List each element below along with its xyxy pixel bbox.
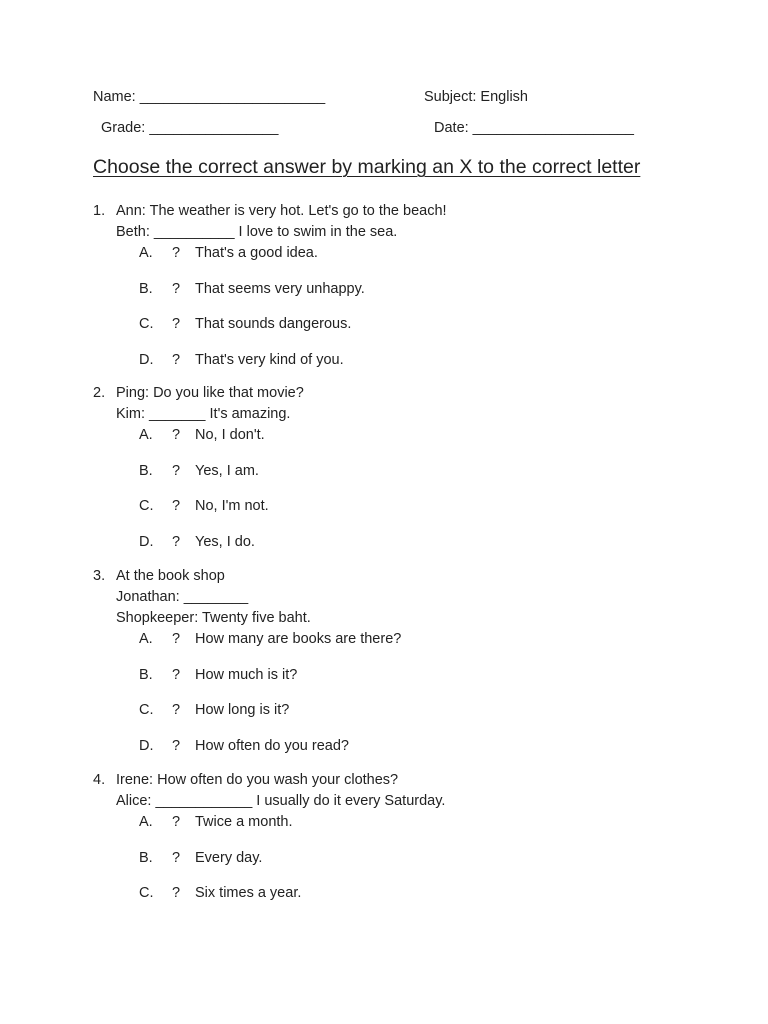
option-letter: A.: [139, 245, 153, 261]
answer-option[interactable]: [93, 279, 447, 315]
option-letter: D.: [139, 533, 154, 550]
option-letter: A.: [139, 814, 153, 830]
answer-option[interactable]: [93, 532, 304, 568]
question-line: [93, 566, 401, 587]
option-letter: C.: [139, 702, 154, 718]
question-text: Ann: The weather is very hot. Let's go to the beach!: [116, 203, 447, 219]
answer-checkbox[interactable]: ?: [172, 737, 181, 754]
option-text: Six times a year.: [195, 885, 302, 901]
answer-checkbox[interactable]: ?: [172, 316, 181, 332]
option-text: Every day.: [195, 849, 263, 866]
answer-option[interactable]: [93, 848, 445, 884]
option-text: How many are books are there?: [195, 631, 402, 647]
question-text: Shopkeeper: Twenty five baht.: [116, 610, 311, 626]
option-letter: B.: [139, 849, 153, 866]
answer-checkbox[interactable]: ?: [172, 666, 181, 683]
answer-option[interactable]: [93, 700, 401, 736]
question-number: 1.: [93, 203, 106, 219]
answer-checkbox[interactable]: ?: [172, 462, 181, 479]
option-text: That seems very unhappy.: [195, 280, 365, 297]
question-line: [93, 383, 304, 404]
option-text: How much is it?: [195, 666, 298, 683]
grade-field-label: Grade: ________________: [101, 120, 279, 136]
question-text: Beth: __________ I love to swim in the sea.: [116, 224, 398, 240]
question-text: Jonathan: ________: [116, 589, 249, 605]
answer-checkbox[interactable]: ?: [172, 702, 181, 718]
option-text: Yes, I do.: [195, 533, 255, 550]
answer-checkbox[interactable]: ?: [172, 280, 181, 297]
option-letter: C.: [139, 885, 154, 901]
answer-checkbox[interactable]: ?: [172, 351, 181, 368]
option-text: No, I don't.: [195, 427, 265, 443]
answer-checkbox[interactable]: ?: [172, 245, 181, 261]
answer-option[interactable]: [93, 461, 304, 497]
option-letter: B.: [139, 462, 153, 479]
answer-option[interactable]: [93, 496, 304, 532]
option-text: Yes, I am.: [195, 462, 259, 479]
answer-option[interactable]: [93, 350, 447, 386]
date-field-label: Date: ____________________: [434, 120, 634, 136]
answer-option[interactable]: [93, 243, 447, 279]
option-letter: D.: [139, 737, 154, 754]
question-line: [93, 770, 445, 791]
option-letter: C.: [139, 498, 154, 514]
question-number: 2.: [93, 385, 106, 401]
answer-checkbox[interactable]: ?: [172, 885, 181, 901]
question-number: 3.: [93, 568, 106, 584]
option-text: That's very kind of you.: [195, 351, 344, 368]
answer-checkbox[interactable]: ?: [172, 498, 181, 514]
question-4: [93, 770, 445, 919]
answer-checkbox[interactable]: ?: [172, 427, 181, 443]
option-text: How often do you read?: [195, 737, 349, 754]
option-letter: B.: [139, 666, 153, 683]
option-text: That sounds dangerous.: [195, 316, 352, 332]
question-text: Ping: Do you like that movie?: [116, 385, 304, 401]
option-letter: A.: [139, 427, 153, 443]
answer-checkbox[interactable]: ?: [172, 849, 181, 866]
answer-option[interactable]: [93, 314, 447, 350]
question-text: At the book shop: [116, 568, 225, 584]
question-2: [93, 383, 304, 567]
option-text: How long is it?: [195, 702, 290, 718]
question-number: 4.: [93, 772, 106, 788]
option-letter: D.: [139, 351, 154, 368]
answer-option[interactable]: [93, 425, 304, 461]
question-text: Alice: ____________ I usually do it every Saturday.: [116, 793, 446, 809]
question-text: Irene: How often do you wash your clothes?: [116, 772, 399, 788]
question-3: [93, 566, 401, 771]
option-letter: C.: [139, 316, 154, 332]
answer-option[interactable]: [93, 812, 445, 848]
option-text: That's a good idea.: [195, 245, 318, 261]
question-line: [93, 201, 447, 222]
answer-checkbox[interactable]: ?: [172, 814, 181, 830]
question-text: Kim: _______ It's amazing.: [116, 406, 291, 422]
answer-option[interactable]: [93, 883, 445, 919]
subject-label: Subject: English: [424, 89, 528, 105]
question-1: [93, 201, 447, 385]
option-letter: A.: [139, 631, 153, 647]
answer-checkbox[interactable]: ?: [172, 631, 181, 647]
name-field-label: Name: _______________________: [93, 89, 326, 105]
answer-option[interactable]: [93, 665, 401, 701]
answer-option[interactable]: [93, 736, 401, 772]
option-text: No, I'm not.: [195, 498, 269, 514]
instructions-title: Choose the correct answer by marking an X to the correct letter: [93, 156, 641, 178]
option-letter: B.: [139, 280, 153, 297]
answer-option[interactable]: [93, 629, 401, 665]
option-text: Twice a month.: [195, 814, 293, 830]
answer-checkbox[interactable]: ?: [172, 533, 181, 550]
